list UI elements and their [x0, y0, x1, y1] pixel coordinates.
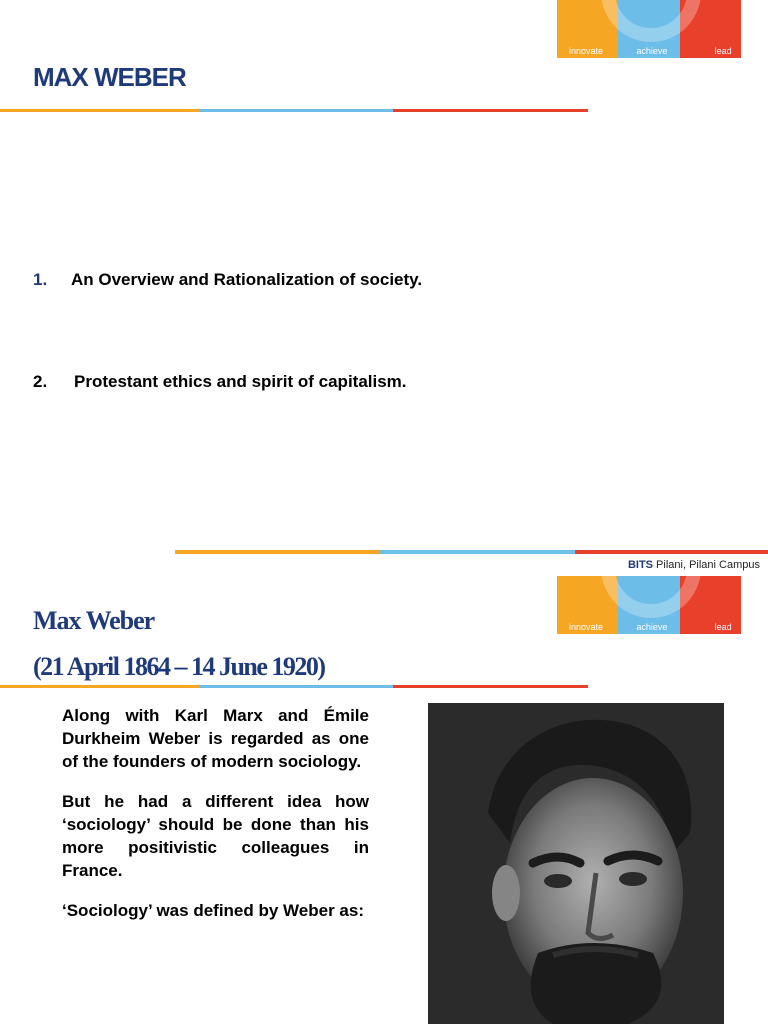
footer-bits: BITS	[627, 559, 653, 571]
brand-segment-innovate	[557, 576, 618, 634]
list-item-text: An Overview and Rationalization of society.	[71, 270, 423, 289]
brand-banner	[557, 576, 741, 634]
brand-segment-achieve	[618, 0, 679, 58]
brand-segment-achieve	[618, 576, 679, 634]
list-item	[33, 270, 422, 290]
brand-word-achieve: achieve	[636, 46, 668, 56]
brand-segment-innovate	[557, 0, 618, 58]
list-item	[33, 372, 407, 392]
title-underline	[0, 109, 588, 112]
brand-banner	[557, 0, 741, 58]
brand-word-lead: lead	[714, 46, 732, 56]
underline-orange	[0, 685, 200, 688]
footer-campus: Pilani, Pilani Campus	[653, 559, 760, 571]
paragraph: Along with Karl Marx and Émile Durkheim Weber is regarded as one of the founders of modern sociology.	[62, 706, 369, 771]
brand-word-innovate: innovate	[569, 622, 604, 632]
brand-segment-lead	[680, 576, 741, 634]
paragraph: ‘Sociology’ was defined by Weber as:	[62, 901, 364, 920]
slide-subtitle-dates: (21 April 1864 – 14 June 1920)	[33, 652, 325, 681]
footer-divider	[175, 550, 768, 554]
slide-biography	[0, 576, 768, 1024]
underline-blue	[200, 685, 393, 688]
underline-red	[393, 109, 588, 112]
brand-word-achieve: achieve	[636, 622, 668, 632]
underline-red	[393, 685, 588, 688]
underline-orange	[0, 109, 200, 112]
paragraph: But he had a different idea how ‘sociology’ should be done than his more positivistic colleagues in France.	[62, 792, 369, 880]
portrait-photo	[428, 703, 724, 1024]
underline-blue	[200, 109, 393, 112]
page-title: MAX WEBER	[33, 62, 186, 92]
body-text	[62, 704, 369, 939]
brand-word-lead: lead	[714, 622, 732, 632]
list-item-number: 1.	[33, 270, 48, 289]
slide-title: Max Weber	[33, 606, 155, 635]
brand-word-innovate: innovate	[569, 46, 604, 56]
title-underline	[0, 685, 588, 688]
list-item-text: Protestant ethics and spirit of capitalism.	[74, 372, 407, 391]
footer-divider-red	[575, 550, 768, 554]
footer-divider-blue	[380, 550, 575, 554]
footer-divider-orange	[175, 550, 380, 554]
portrait-illustration	[428, 703, 724, 1024]
list-item-number: 2.	[33, 372, 48, 391]
footer-campus-label	[628, 559, 760, 571]
brand-segment-lead	[680, 0, 741, 58]
